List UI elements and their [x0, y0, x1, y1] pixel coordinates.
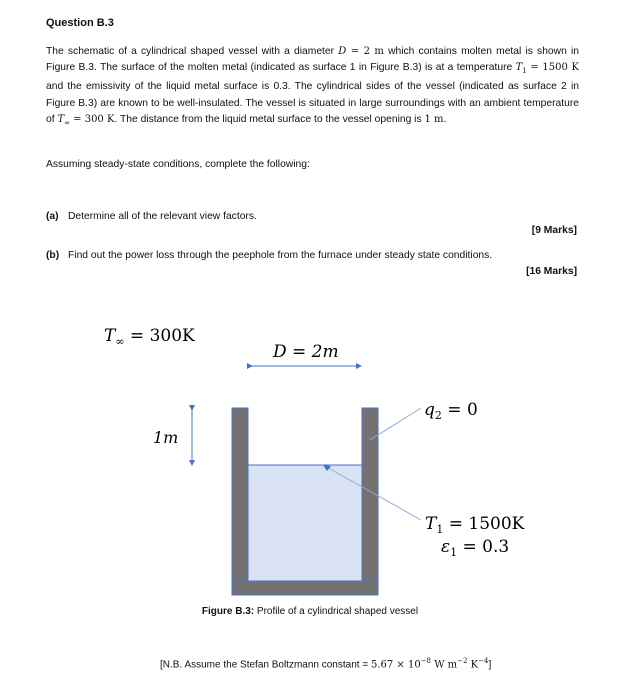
- note-unit2: K: [467, 659, 479, 671]
- tinf-subscript: ∞: [64, 118, 70, 127]
- stefan-boltzmann-note: [160, 657, 491, 670]
- t1-variable: T: [515, 62, 523, 74]
- note-suffix: ]: [488, 659, 492, 671]
- note-value: 5.67 × 10: [370, 659, 421, 671]
- part-b-label: (b): [46, 250, 60, 261]
- t1-value: = 1500 K: [526, 62, 579, 74]
- tinf-variable: T: [57, 113, 65, 125]
- note-exp1: −8: [420, 657, 432, 665]
- distance-value: 1 m: [424, 113, 444, 125]
- note-prefix: [N.B. Assume the Stefan Boltzmann constant =: [160, 659, 371, 671]
- caption-label: Figure B.3:: [201, 606, 255, 617]
- molten-metal: [248, 465, 362, 581]
- vessel-bottom: [232, 581, 378, 595]
- part-b-marks: [16 Marks]: [526, 266, 577, 277]
- diameter-value: = 2 m: [346, 46, 384, 57]
- part-a-label: (a): [46, 211, 59, 222]
- caption-text: Profile of a cylindrical shaped vessel: [254, 606, 419, 617]
- t-inf-label: $T_\infty = 300K$: [104, 326, 195, 348]
- figure-caption: [0, 606, 622, 617]
- statement-text-3: and the emissivity of the liquid metal surface is 0.3. The cylindrical sides of the vessel (indicated as surface 2 in Figure B.3) are known to be well-insulated. The vessel is situated in large surroundings with an ambient temperature of: [46, 81, 579, 125]
- note-unit1: W m: [431, 659, 458, 671]
- statement-text-2: which contains molten metal is shown in Figure B.3. The surface of the molten metal (indicated as surface 1 in Figure B.3) is at a temperature: [46, 46, 579, 74]
- note-exp3: −4: [478, 657, 489, 665]
- part-a-marks: [9 Marks]: [531, 225, 577, 236]
- statement-text-5: .: [443, 113, 447, 125]
- t1-label: $T_1 = 1500K$: [425, 514, 525, 536]
- diameter-label: D = 2m: [273, 342, 339, 362]
- height-label: 1m: [153, 428, 179, 447]
- tinf-value: = 300 K: [69, 113, 115, 125]
- t1-subscript: 1: [522, 67, 527, 76]
- part-b-text: Find out the power loss through the peephole from the furnace under steady state conditions.: [68, 250, 493, 261]
- statement-text-1: The schematic of a cylindrical shaped vessel with a diameter: [46, 46, 339, 57]
- part-a-text: Determine all of the relevant view factors.: [68, 211, 257, 222]
- emissivity-label: $\varepsilon_1 = 0.3$: [441, 537, 510, 559]
- q2-label: $q_2 = 0$: [424, 400, 478, 422]
- left-wall: [232, 408, 248, 595]
- statement-text-4: . The distance from the liquid metal surface to the vessel opening is: [114, 113, 425, 125]
- diameter-variable: D: [338, 46, 347, 57]
- assumption-text: Assuming steady-state conditions, complete the following:: [46, 159, 310, 170]
- question-title: Question B.3: [46, 17, 114, 29]
- note-exp2: −2: [457, 657, 468, 665]
